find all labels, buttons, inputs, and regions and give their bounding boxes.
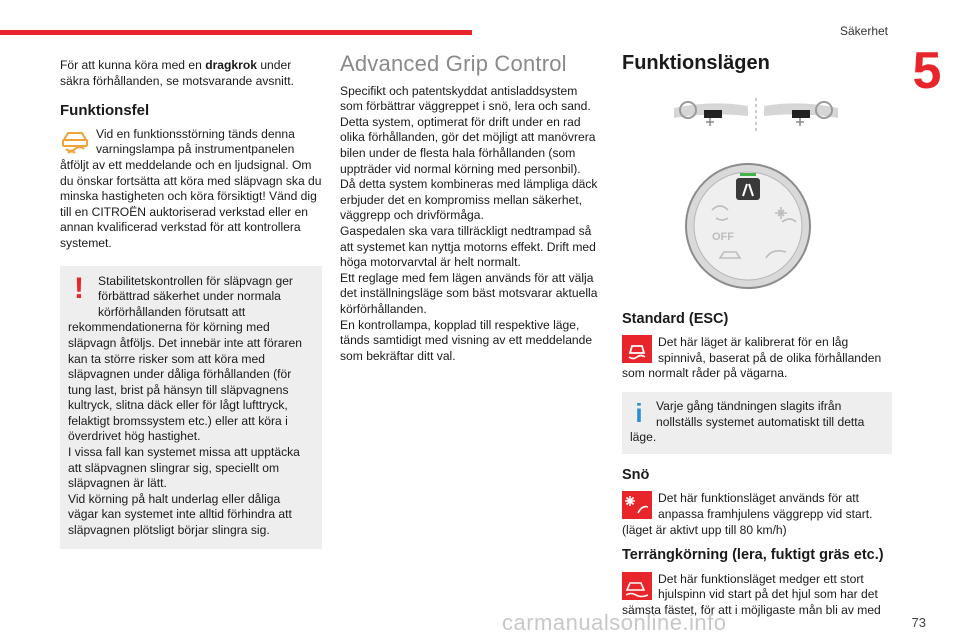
modes-title: Funktionslägen: [622, 52, 770, 74]
mud-mode-icon: [622, 572, 652, 600]
column-left: [60, 58, 322, 549]
dashboard-right-icon: [764, 102, 838, 126]
column-right: [622, 52, 892, 619]
mode-selector-illustration: [622, 86, 892, 306]
trailer-warning-box: ! Stabilitetskontrollen för släpvagn ger förbättrad säkerhet under normala körförhållanden förutsatt att rekommendationerna för körning med släpvagn åtföljs. Det innebär inte att föraren kan ta större risker som att köra med släpvagnen under dåliga förhållanden (för tung last, brist på hänsyn till släpvagnens kultryck, slitna däck eller för lågt lufttryck, felaktigt bromssystem etc.) eller att köra i överdrivet hög hastighet. I vissa fall kan systemet missa att upptäcka att släpvagnen slingrar sig, speciellt om släpvagnen är lätt. Vid körning på halt underlag eller dåliga vägar kan systemet inte alltid förhindra att släpvagnen plötsligt börjar slingra sig.: [60, 266, 322, 549]
mode-selector-diagram: [622, 86, 892, 306]
watermark: carmanualsonline.info: [502, 610, 727, 635]
trailer-stability-warning-icon: [60, 127, 90, 155]
terrain-heading: Terrängkörning (lera, fuktigt gräs etc.): [622, 547, 884, 564]
dial-off-label: OFF: [712, 230, 734, 243]
terrain-paragraph: Det här funktionsläget medger ett stort hjulspinn vid start på det hjul som har det sämsta fästet, för att i möjligaste mån bli av med: [622, 571, 881, 617]
dashboard-left-icon: [674, 102, 748, 126]
column-middle: Advanced Grip Control Specifikt och patentskyddat antisladdsystem som förbättrar väggreppet i snö, lera och sand. Detta system, optimerat för drift under en rad olika förhållanden, gör det möjligt att manövrera bilen under de flesta hala förhållanden (som uppträder vid normal körning med personbil). Då detta system kombineras med lämpliga däck erbjuder det en kompromiss mellan säkerhet, väggrepp och drivförmåga. Gaspedalen ska vara tillräckligt nedtrampad så att systemet kan nyttja motorns effekt. Drift med höga motorvarvtal är helt normalt. Ett reglage med fem lägen används för att välja det inställningsläge som bäst motsvarar aktuella körförhållanden. En kontrollampa, kopplad till respektive läge, tänds samtidigt med visning av ett meddelande som bekräftar ditt val.: [340, 56, 602, 364]
snow-mode-icon: [622, 491, 652, 519]
info-box: i Varje gång tändningen slagits ifrån nollställs systemet automatiskt till detta läge.: [622, 392, 892, 454]
active-mode-indicator: [740, 173, 756, 176]
page-number: 73: [911, 615, 926, 630]
fault-heading: Funktionsfel: [60, 102, 150, 120]
standard-paragraph: Det här läget är kalibrerat för en låg spinnivå, baserat på de olika förhållanden som normalt råder på vägarna.: [622, 335, 882, 381]
snow-heading: Snö: [622, 466, 650, 483]
header-accent-bar: [0, 30, 472, 35]
esc-mode-icon: [622, 335, 652, 363]
towbar-keyword: dragkrok: [205, 58, 257, 72]
info-icon: i: [635, 397, 643, 428]
fault-paragraph: Vid en funktionsstörning tänds denna varningslampa på instrumentpanelen åtföljt av ett meddelande och en ljudsignal. Om du önskar fortsätta att köra med släpvagn ska du minska hastigheten och köra försiktigt! Vänd dig till en CITROËN auktoriserad verkstad eller en annan kvalificerad verkstad för att kontrollera systemet.: [60, 126, 322, 250]
snow-paragraph: Det här funktionsläget används för att anpassa framhjulens väggrepp vid start. (läget är aktivt upp till 80 km/h): [622, 491, 873, 537]
grip-control-dial: [686, 164, 810, 288]
chapter-number: 5: [912, 42, 942, 100]
towbar-intro: För att kunna köra med en dragkrok under säkra förhållanden, se motsvarande avsnitt.: [60, 58, 294, 88]
agc-title: Advanced Grip Control: [340, 51, 567, 76]
standard-heading: Standard (ESC): [622, 310, 729, 327]
warning-exclamation-icon: !: [74, 271, 84, 305]
section-title: Säkerhet: [839, 24, 888, 38]
